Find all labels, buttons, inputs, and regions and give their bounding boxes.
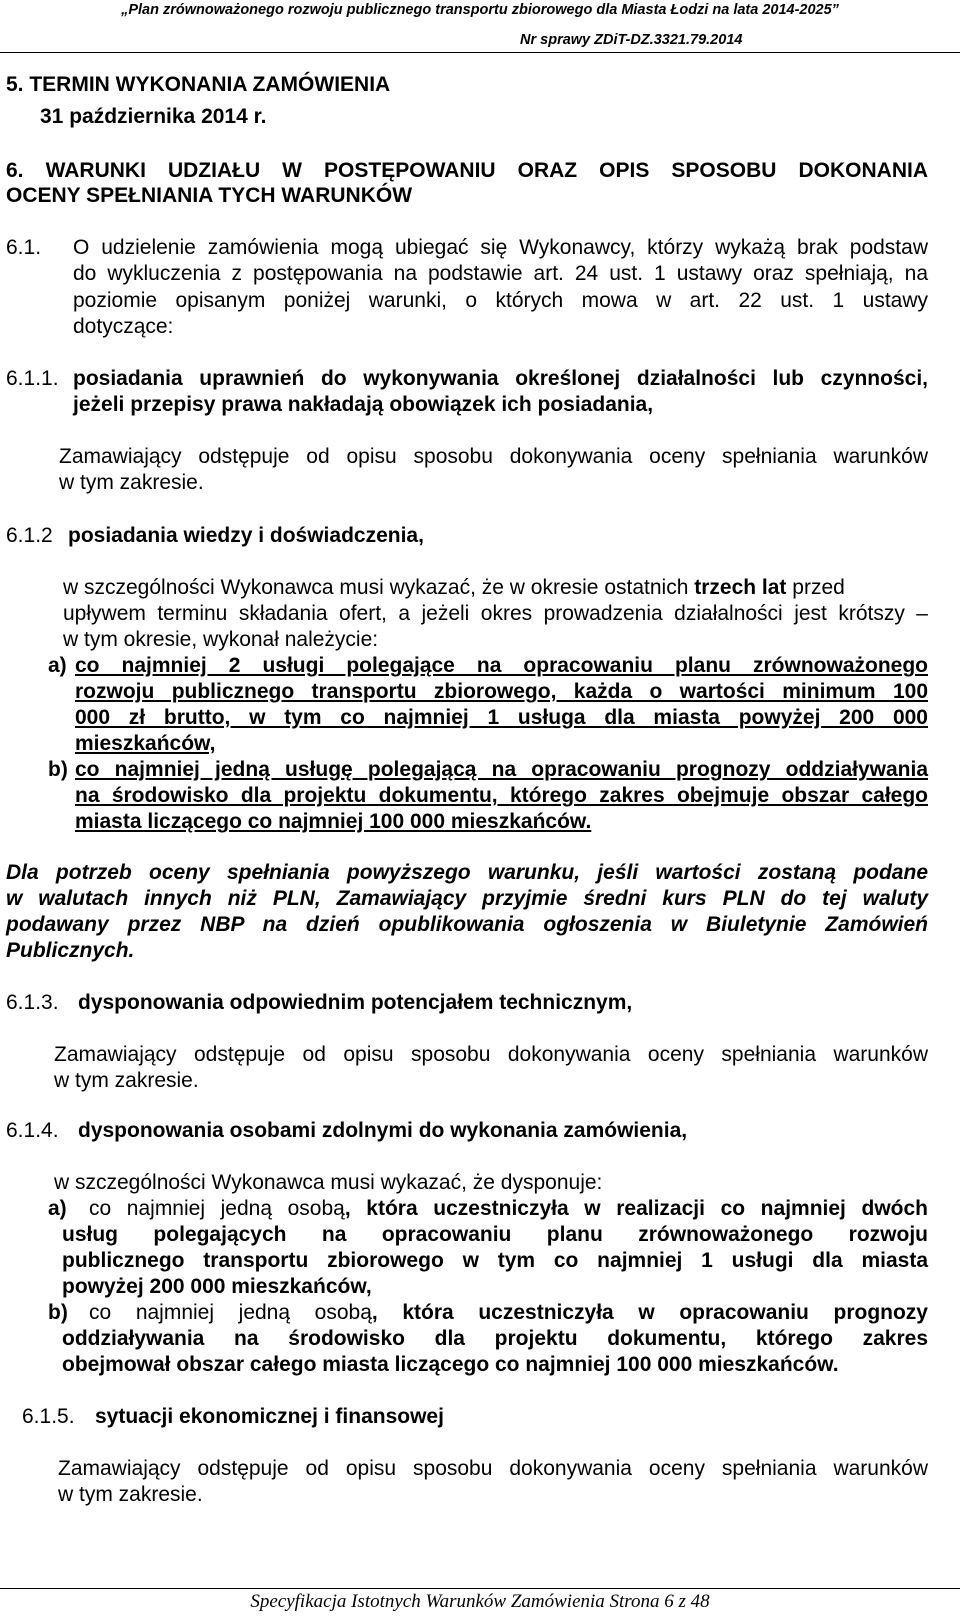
section-5-date: 31 października 2014 r. bbox=[40, 105, 267, 128]
item-6-1-2-b-label: b) bbox=[48, 758, 68, 781]
item-6-1-3-title: dysponowania odpowiednim potencjałem technicznym, bbox=[78, 991, 633, 1014]
item-6-1-2-line2: upływem terminu składania ofert, a jeżeli okres prowadzenia działalności jest krótszy – bbox=[63, 602, 928, 625]
item-6-1-4-intro: w szczególności Wykonawca musi wykazać, że dysponuje: bbox=[54, 1171, 603, 1194]
item-6-1-4-a-line3: publicznego transportu zbiorowego w tym co najmniej 1 usługi dla miasta bbox=[62, 1249, 928, 1272]
paragraph-6-1-line1: O udzielenie zamówienia mogą ubiegać się Wykonawcy, którzy wykażą brak podstaw bbox=[73, 236, 928, 259]
item-6-1-2-line1-a: w szczególności Wykonawca musi wykazać, że w okresie ostatnich bbox=[63, 576, 689, 599]
item-6-1-2-line1-bold: trzech lat bbox=[694, 576, 787, 599]
item-6-1-4-b-line1-bold: , która uczestniczyła w opracowaniu prognozy bbox=[371, 1301, 928, 1324]
item-6-1-4-b-line1 bbox=[89, 1300, 928, 1327]
item-6-1-2-line1-c: przed bbox=[792, 576, 845, 599]
item-6-1-4-number: 6.1.4. bbox=[6, 1119, 59, 1142]
item-6-1-2-b-line3: miasta liczącego co najmniej 100 000 mieszkańców. bbox=[75, 810, 592, 833]
item-6-1-4-a-line2: usług polegających na opracowaniu planu zrównoważonego rozwoju bbox=[62, 1223, 928, 1246]
item-6-1-4-b-line2: oddziaływania na środowisko dla projektu dokumentu, którego zakres bbox=[62, 1327, 928, 1350]
item-6-1-2-a-line4: mieszkańców, bbox=[75, 732, 216, 755]
item-6-1-5-number: 6.1.5. bbox=[22, 1405, 75, 1428]
item-6-1-2-a-line3: 000 zł brutto, w tym co najmniej 1 usługa dla miasta powyżej 200 000 bbox=[75, 706, 928, 729]
currency-note-line4: Publicznych. bbox=[6, 939, 135, 962]
item-6-1-2-a-line1: co najmniej 2 usługi polegające na opracowaniu planu zrównoważonego bbox=[75, 654, 928, 677]
item-6-1-5-waiver-line2: w tym zakresie. bbox=[58, 1483, 203, 1506]
item-6-1-4-a-line1-bold: , która uczestniczyła w realizacji co najmniej dwóch bbox=[344, 1197, 928, 1220]
paragraph-6-1-line2: do wykluczenia z postępowania na podstawie art. 24 ust. 1 ustawy oraz spełniają, na bbox=[73, 262, 928, 285]
section-5-heading: 5. TERMIN WYKONANIA ZAMÓWIENIA bbox=[6, 73, 391, 96]
item-6-1-4-a-line1 bbox=[89, 1196, 928, 1223]
currency-note-line2: w walutach innych niż PLN, Zamawiający przyjmie średni kurs PLN do tej waluty bbox=[6, 887, 928, 910]
item-6-1-4-title: dysponowania osobami zdolnymi do wykonania zamówienia, bbox=[78, 1119, 688, 1142]
item-6-1-1-waiver-line2: w tym zakresie. bbox=[59, 471, 204, 494]
item-6-1-4-a-line4: powyżej 200 000 mieszkańców, bbox=[62, 1275, 372, 1298]
currency-note-line3: podawany przez NBP na dzień opublikowania ogłoszenia w Biuletynie Zamówień bbox=[6, 913, 928, 936]
paragraph-6-1-line3: poziomie opisanym poniżej warunki, o których mowa w art. 22 ust. 1 ustawy bbox=[73, 289, 928, 312]
item-6-1-1-title-line1: posiadania uprawnień do wykonywania określonej działalności lub czynności, bbox=[73, 367, 928, 390]
footer-page-info: Specyfikacja Istotnych Warunków Zamówienia Strona 6 z 48 bbox=[250, 1591, 710, 1612]
item-6-1-2-line3: w tym okresie, wykonał należycie: bbox=[63, 628, 379, 651]
item-6-1-4-b-line3: obejmował obszar całego miasta liczącego co najmniej 100 000 mieszkańców. bbox=[62, 1353, 839, 1376]
item-6-1-2-a-label: a) bbox=[48, 654, 67, 677]
item-6-1-5-waiver-line1: Zamawiający odstępuje od opisu sposobu dokonywania oceny spełniania warunków bbox=[58, 1457, 928, 1480]
item-6-1-2-line1 bbox=[63, 575, 928, 602]
item-6-1-2-a-line2: rozwoju publicznego transportu zbiorowego, każda o wartości minimum 100 bbox=[75, 680, 928, 703]
header-rule bbox=[0, 52, 960, 53]
item-6-1-2-title: posiadania wiedzy i doświadczenia, bbox=[68, 524, 424, 547]
item-6-1-4-b-label: b) bbox=[48, 1301, 68, 1324]
item-6-1-5-title: sytuacji ekonomicznej i finansowej bbox=[95, 1405, 444, 1428]
item-6-1-3-number: 6.1.3. bbox=[6, 991, 59, 1014]
header-title: „Plan zrównoważonego rozwoju publicznego transportu zbiorowego dla Miasta Łodzi na lata 2014-2025” bbox=[121, 2, 839, 18]
item-6-1-4-a-label: a) bbox=[48, 1197, 67, 1220]
paragraph-6-1-number: 6.1. bbox=[6, 236, 42, 259]
footer-rule bbox=[0, 1588, 960, 1589]
item-6-1-4-a-line1-plain: co najmniej jedną osobą bbox=[89, 1197, 345, 1220]
item-6-1-3-waiver-line2: w tym zakresie. bbox=[54, 1069, 199, 1092]
item-6-1-3-waiver-line1: Zamawiający odstępuje od opisu sposobu dokonywania oceny spełniania warunków bbox=[54, 1043, 928, 1066]
item-6-1-2-b-line2: na środowisko dla projektu dokumentu, którego zakres obejmuje obszar całego bbox=[75, 784, 928, 807]
item-6-1-2-b-line1: co najmniej jedną usługę polegającą na opracowaniu prognozy oddziaływania bbox=[75, 758, 928, 781]
item-6-1-1-waiver-line1: Zamawiający odstępuje od opisu sposobu dokonywania oceny spełniania warunków bbox=[59, 445, 928, 468]
section-6-heading-line1: 6. WARUNKI UDZIAŁU W POSTĘPOWANIU ORAZ OPIS SPOSOBU DOKONANIA bbox=[6, 159, 928, 182]
item-6-1-1-title-line2: jeżeli przepisy prawa nakładają obowiązek ich posiadania, bbox=[73, 393, 654, 416]
header-case-number: Nr sprawy ZDiT-DZ.3321.79.2014 bbox=[520, 32, 743, 48]
currency-note-line1: Dla potrzeb oceny spełniania powyższego warunku, jeśli wartości zostaną podane bbox=[6, 861, 928, 884]
section-6-heading-line2: OCENY SPEŁNIANIA TYCH WARUNKÓW bbox=[6, 184, 413, 207]
item-6-1-4-b-line1-plain: co najmniej jedną osobą bbox=[89, 1301, 372, 1324]
paragraph-6-1-line4: dotyczące: bbox=[73, 315, 174, 338]
item-6-1-1-number: 6.1.1. bbox=[6, 367, 59, 390]
item-6-1-2-number: 6.1.2 bbox=[6, 524, 53, 547]
